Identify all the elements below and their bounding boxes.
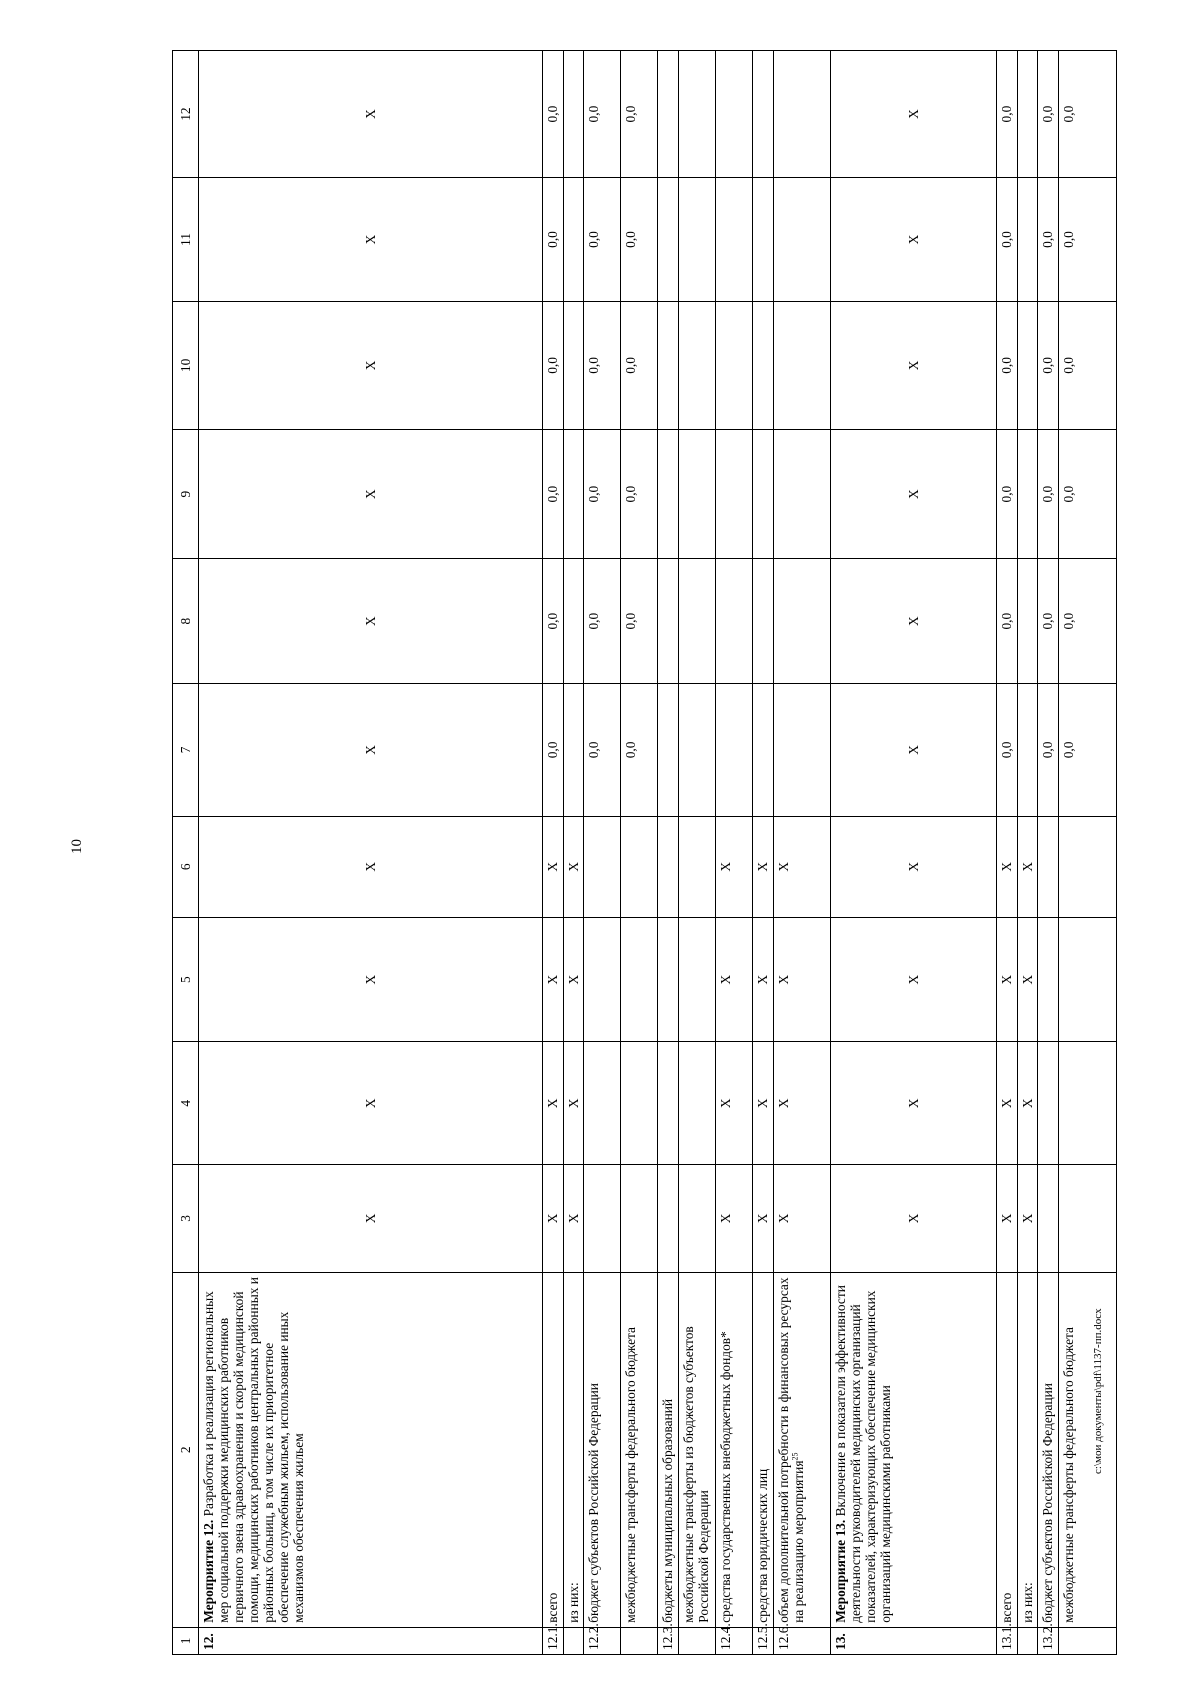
value-cell-col-11: Х xyxy=(199,178,543,302)
row-number xyxy=(1018,1627,1038,1654)
row-label-text: средства юридических лиц xyxy=(755,1468,770,1623)
value-cell-col-4 xyxy=(621,1042,658,1165)
row-number: 13.2. xyxy=(1038,1627,1059,1654)
value-cell-col-11 xyxy=(564,178,584,302)
column-number: 8 xyxy=(173,559,199,684)
funding-table xyxy=(172,50,1117,1655)
value-cell-col-12 xyxy=(679,51,716,178)
value-cell-col-10: 0,0 xyxy=(584,301,621,429)
row-label xyxy=(199,1272,543,1627)
value-cell-col-3: Х xyxy=(831,1164,997,1272)
value-cell-col-5 xyxy=(658,917,679,1042)
row-label xyxy=(753,1272,774,1627)
value-cell-col-4: Х xyxy=(543,1042,564,1165)
value-cell-col-4 xyxy=(1038,1042,1059,1165)
value-cell-col-9 xyxy=(564,429,584,558)
value-cell-col-11 xyxy=(679,178,716,302)
row-number: 12. xyxy=(199,1627,543,1654)
table-row xyxy=(564,51,584,1655)
value-cell-col-3: Х xyxy=(716,1164,753,1272)
value-cell-col-7: Х xyxy=(199,684,543,817)
column-number: 7 xyxy=(173,684,199,817)
table-row xyxy=(679,51,716,1655)
column-number: 2 xyxy=(173,1272,199,1627)
value-cell-col-12: 0,0 xyxy=(997,51,1018,178)
value-cell-col-3 xyxy=(658,1164,679,1272)
value-cell-col-9 xyxy=(774,429,831,558)
value-cell-col-6 xyxy=(1038,816,1059,917)
value-cell-col-5: Х xyxy=(753,917,774,1042)
value-cell-col-6: Х xyxy=(716,816,753,917)
table-row xyxy=(997,51,1018,1655)
table-row xyxy=(584,51,621,1655)
row-label-text: средства государственных внебюджетных фондов* xyxy=(718,1331,733,1623)
value-cell-col-4: Х xyxy=(997,1042,1018,1165)
value-cell-col-8: 0,0 xyxy=(997,559,1018,684)
value-cell-col-10: 0,0 xyxy=(543,301,564,429)
value-cell-col-10 xyxy=(716,301,753,429)
row-label xyxy=(716,1272,753,1627)
row-label-text: из них: xyxy=(566,1582,581,1623)
value-cell-col-6 xyxy=(584,816,621,917)
value-cell-col-8 xyxy=(774,559,831,684)
table-row xyxy=(774,51,831,1655)
row-number xyxy=(621,1627,658,1654)
value-cell-col-11: 0,0 xyxy=(621,178,658,302)
value-cell-col-4: Х xyxy=(753,1042,774,1165)
value-cell-col-12 xyxy=(564,51,584,178)
row-number: 12.1. xyxy=(543,1627,564,1654)
row-label-text: Включение в показатели эффективности деятельности руководителей медицинских организаций показателей, характеризующих обеспечение медицинских организаций медицинскими работниками xyxy=(833,1285,893,1623)
value-cell-col-5 xyxy=(679,917,716,1042)
row-number: 12.4. xyxy=(716,1627,753,1654)
row-label xyxy=(679,1272,716,1627)
value-cell-col-6 xyxy=(658,816,679,917)
value-cell-col-5: Х xyxy=(716,917,753,1042)
value-cell-col-4 xyxy=(584,1042,621,1165)
table-row xyxy=(1018,51,1038,1655)
value-cell-col-9 xyxy=(1018,429,1038,558)
footer-file-path: c:\мои документы\pdf\1137-пп.docx xyxy=(1092,1308,1104,1474)
row-label-text: всего xyxy=(545,1592,560,1623)
value-cell-col-8: 0,0 xyxy=(584,559,621,684)
value-cell-col-10 xyxy=(774,301,831,429)
row-label-text: межбюджетные трансферты из бюджетов субъектов Российской Федерации xyxy=(681,1326,711,1623)
value-cell-col-7 xyxy=(774,684,831,817)
value-cell-col-3: Х xyxy=(997,1164,1018,1272)
value-cell-col-6: Х xyxy=(774,816,831,917)
value-cell-col-6 xyxy=(1059,816,1117,917)
value-cell-col-3: Х xyxy=(1018,1164,1038,1272)
row-label xyxy=(1059,1272,1117,1627)
value-cell-col-11 xyxy=(716,178,753,302)
row-label-text: бюджеты муниципальных образований xyxy=(660,1398,675,1623)
value-cell-col-11: 0,0 xyxy=(584,178,621,302)
row-number: 12.6. xyxy=(774,1627,831,1654)
row-label-text: из них: xyxy=(1020,1582,1035,1623)
row-label xyxy=(621,1272,658,1627)
value-cell-col-7: 0,0 xyxy=(1038,684,1059,817)
value-cell-col-7: 0,0 xyxy=(621,684,658,817)
value-cell-col-9: Х xyxy=(831,429,997,558)
value-cell-col-6 xyxy=(621,816,658,917)
value-cell-col-12: Х xyxy=(199,51,543,178)
value-cell-col-8 xyxy=(679,559,716,684)
value-cell-col-5 xyxy=(1059,917,1117,1042)
row-number: 12.3. xyxy=(658,1627,679,1654)
value-cell-col-10 xyxy=(658,301,679,429)
value-cell-col-9: Х xyxy=(199,429,543,558)
value-cell-col-4 xyxy=(679,1042,716,1165)
value-cell-col-11 xyxy=(753,178,774,302)
column-number-row xyxy=(173,51,199,1655)
row-label xyxy=(564,1272,584,1627)
value-cell-col-3 xyxy=(584,1164,621,1272)
row-number xyxy=(564,1627,584,1654)
value-cell-col-11 xyxy=(658,178,679,302)
row-label-text: бюджет субъектов Российской Федерации xyxy=(1040,1383,1055,1623)
column-number: 3 xyxy=(173,1164,199,1272)
value-cell-col-8 xyxy=(1018,559,1038,684)
value-cell-col-11 xyxy=(1018,178,1038,302)
value-cell-col-4: Х xyxy=(564,1042,584,1165)
value-cell-col-10: Х xyxy=(199,301,543,429)
value-cell-col-11: 0,0 xyxy=(997,178,1018,302)
value-cell-col-8 xyxy=(564,559,584,684)
value-cell-col-6: Х xyxy=(199,816,543,917)
value-cell-col-10 xyxy=(753,301,774,429)
value-cell-col-9 xyxy=(716,429,753,558)
column-number: 6 xyxy=(173,816,199,917)
footnote-marker: 25 xyxy=(790,1452,800,1461)
value-cell-col-5 xyxy=(584,917,621,1042)
value-cell-col-5 xyxy=(621,917,658,1042)
value-cell-col-10: 0,0 xyxy=(1059,301,1117,429)
value-cell-col-3 xyxy=(621,1164,658,1272)
row-label-text: объем дополнительной потребности в финансовых ресурсах на реализацию мероприятия xyxy=(776,1277,806,1623)
value-cell-col-7: 0,0 xyxy=(997,684,1018,817)
column-number: 5 xyxy=(173,917,199,1042)
value-cell-col-4: Х xyxy=(774,1042,831,1165)
value-cell-col-9: 0,0 xyxy=(1038,429,1059,558)
table-row xyxy=(753,51,774,1655)
value-cell-col-6: Х xyxy=(1018,816,1038,917)
value-cell-col-9: 0,0 xyxy=(543,429,564,558)
value-cell-col-7 xyxy=(753,684,774,817)
value-cell-col-11: 0,0 xyxy=(543,178,564,302)
value-cell-col-12: Х xyxy=(831,51,997,178)
value-cell-col-12: 0,0 xyxy=(584,51,621,178)
value-cell-col-8: 0,0 xyxy=(621,559,658,684)
value-cell-col-3 xyxy=(1059,1164,1117,1272)
row-number: 12.2. xyxy=(584,1627,621,1654)
value-cell-col-5: Х xyxy=(199,917,543,1042)
value-cell-col-4: Х xyxy=(831,1042,997,1165)
value-cell-col-8: 0,0 xyxy=(1038,559,1059,684)
value-cell-col-8: 0,0 xyxy=(1059,559,1117,684)
value-cell-col-4: Х xyxy=(1018,1042,1038,1165)
value-cell-col-9: 0,0 xyxy=(584,429,621,558)
value-cell-col-7: Х xyxy=(831,684,997,817)
column-number: 1 xyxy=(173,1627,199,1654)
table-row xyxy=(199,51,543,1655)
value-cell-col-7 xyxy=(716,684,753,817)
value-cell-col-8: Х xyxy=(199,559,543,684)
column-number: 12 xyxy=(173,51,199,178)
value-cell-col-10 xyxy=(564,301,584,429)
row-label-text: межбюджетные трансферты федерального бюджета xyxy=(623,1327,638,1623)
value-cell-col-3 xyxy=(1038,1164,1059,1272)
value-cell-col-8 xyxy=(658,559,679,684)
value-cell-col-10: 0,0 xyxy=(1038,301,1059,429)
value-cell-col-6: Х xyxy=(753,816,774,917)
value-cell-col-7: 0,0 xyxy=(543,684,564,817)
value-cell-col-10 xyxy=(1018,301,1038,429)
value-cell-col-5: Х xyxy=(543,917,564,1042)
rotated-table-container xyxy=(172,50,1117,1655)
row-label xyxy=(543,1272,564,1627)
table-row xyxy=(543,51,564,1655)
value-cell-col-3 xyxy=(679,1164,716,1272)
value-cell-col-10: Х xyxy=(831,301,997,429)
value-cell-col-5: Х xyxy=(1018,917,1038,1042)
value-cell-col-9: 0,0 xyxy=(1059,429,1117,558)
table-row xyxy=(716,51,753,1655)
value-cell-col-8 xyxy=(716,559,753,684)
value-cell-col-8: 0,0 xyxy=(543,559,564,684)
row-label xyxy=(997,1272,1018,1627)
value-cell-col-12 xyxy=(716,51,753,178)
value-cell-col-3: Х xyxy=(753,1164,774,1272)
column-number: 4 xyxy=(173,1042,199,1165)
value-cell-col-4: Х xyxy=(716,1042,753,1165)
row-label xyxy=(1018,1272,1038,1627)
value-cell-col-8: Х xyxy=(831,559,997,684)
row-label xyxy=(1038,1272,1059,1627)
table-row xyxy=(1038,51,1059,1655)
value-cell-col-7: 0,0 xyxy=(1059,684,1117,817)
value-cell-col-12 xyxy=(658,51,679,178)
value-cell-col-11: 0,0 xyxy=(1038,178,1059,302)
value-cell-col-5: Х xyxy=(564,917,584,1042)
value-cell-col-5 xyxy=(1038,917,1059,1042)
value-cell-col-12: 0,0 xyxy=(1059,51,1117,178)
row-label-text: бюджет субъектов Российской Федерации xyxy=(586,1383,601,1623)
row-label xyxy=(658,1272,679,1627)
value-cell-col-10 xyxy=(679,301,716,429)
row-number: 13.1. xyxy=(997,1627,1018,1654)
table-row xyxy=(1059,51,1117,1655)
measure-title: Мероприятие 12. xyxy=(201,1519,216,1623)
row-label xyxy=(774,1272,831,1627)
row-label-text: Разработка и реализация региональных мер социальной поддержки медицинских работников первичного звена здравоохранения и скорой медицинской помощи, медицинских работников центральных районных и районных больниц, в том числе их приоритетное обеспечение служебным жильем, использование иных механизмов обеспечения жильем xyxy=(201,1277,306,1623)
value-cell-col-12 xyxy=(1018,51,1038,178)
row-number xyxy=(1059,1627,1117,1654)
value-cell-col-11: 0,0 xyxy=(1059,178,1117,302)
value-cell-col-5: Х xyxy=(774,917,831,1042)
value-cell-col-10: 0,0 xyxy=(997,301,1018,429)
value-cell-col-12 xyxy=(753,51,774,178)
value-cell-col-3: Х xyxy=(774,1164,831,1272)
row-label xyxy=(584,1272,621,1627)
table-row xyxy=(831,51,997,1655)
value-cell-col-9 xyxy=(679,429,716,558)
value-cell-col-12 xyxy=(774,51,831,178)
value-cell-col-7 xyxy=(564,684,584,817)
value-cell-col-12: 0,0 xyxy=(543,51,564,178)
value-cell-col-11: Х xyxy=(831,178,997,302)
value-cell-col-3: Х xyxy=(199,1164,543,1272)
value-cell-col-12: 0,0 xyxy=(1038,51,1059,178)
value-cell-col-12: 0,0 xyxy=(621,51,658,178)
value-cell-col-6 xyxy=(679,816,716,917)
value-cell-col-9: 0,0 xyxy=(997,429,1018,558)
value-cell-col-5: Х xyxy=(997,917,1018,1042)
row-number: 12.5. xyxy=(753,1627,774,1654)
measure-title: Мероприятие 13. xyxy=(833,1519,848,1623)
value-cell-col-9 xyxy=(658,429,679,558)
value-cell-col-7 xyxy=(658,684,679,817)
value-cell-col-6: Х xyxy=(831,816,997,917)
value-cell-col-3: Х xyxy=(564,1164,584,1272)
column-number: 11 xyxy=(173,178,199,302)
value-cell-col-7 xyxy=(679,684,716,817)
row-number: 13. xyxy=(831,1627,997,1654)
value-cell-col-11 xyxy=(774,178,831,302)
row-label-text: межбюджетные трансферты федерального бюджета xyxy=(1061,1327,1076,1623)
value-cell-col-8 xyxy=(753,559,774,684)
value-cell-col-7: 0,0 xyxy=(584,684,621,817)
table-row xyxy=(621,51,658,1655)
value-cell-col-9 xyxy=(753,429,774,558)
value-cell-col-10: 0,0 xyxy=(621,301,658,429)
column-number: 10 xyxy=(173,301,199,429)
row-number xyxy=(679,1627,716,1654)
value-cell-col-4: Х xyxy=(199,1042,543,1165)
value-cell-col-3: Х xyxy=(543,1164,564,1272)
value-cell-col-6: Х xyxy=(997,816,1018,917)
value-cell-col-4 xyxy=(658,1042,679,1165)
value-cell-col-6: Х xyxy=(564,816,584,917)
value-cell-col-5: Х xyxy=(831,917,997,1042)
value-cell-col-6: Х xyxy=(543,816,564,917)
column-number: 9 xyxy=(173,429,199,558)
row-label-text: всего xyxy=(999,1592,1014,1623)
value-cell-col-9: 0,0 xyxy=(621,429,658,558)
row-label xyxy=(831,1272,997,1627)
value-cell-col-4 xyxy=(1059,1042,1117,1165)
page-number: 10 xyxy=(69,839,85,854)
table-row xyxy=(658,51,679,1655)
value-cell-col-7 xyxy=(1018,684,1038,817)
